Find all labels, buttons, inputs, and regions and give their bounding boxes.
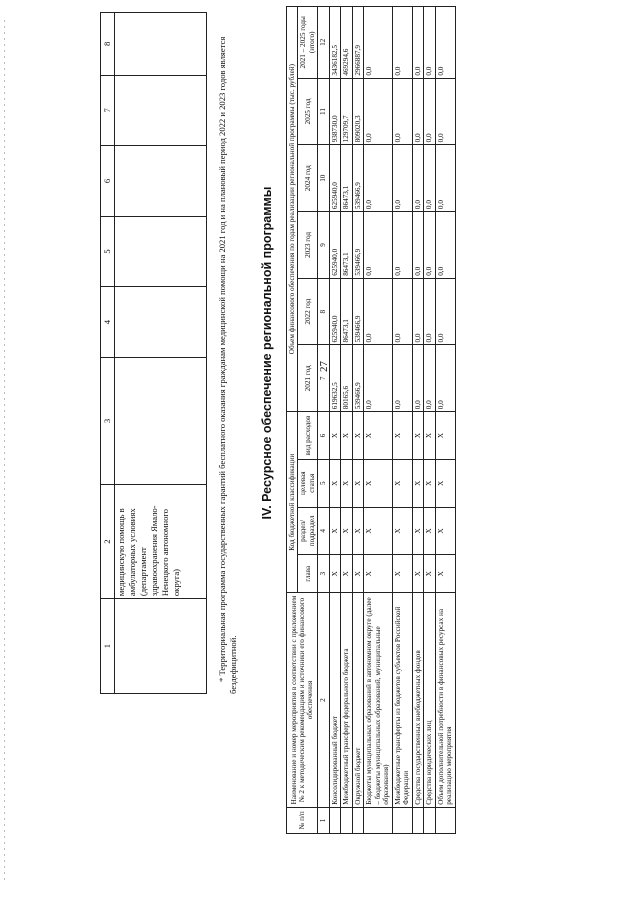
table-cell: Объем дополнительной потребности в финансовых ресурсах на реализацию мероприятия — [435, 593, 455, 807]
table-cell: Х — [435, 507, 455, 555]
index-cell: 10 — [318, 145, 329, 212]
subheader-code-cell: вид расходов — [298, 412, 318, 460]
table-row — [392, 7, 412, 834]
previous-table-header-row — [101, 13, 115, 694]
subheader-code-cell: раздел/ подраздел — [298, 507, 318, 555]
table-cell: Окружной бюджет — [352, 593, 363, 807]
index-cell: 7 — [318, 345, 329, 412]
previous-table-cell — [115, 146, 207, 217]
previous-table-cell — [115, 75, 207, 146]
table-cell: 0,0 — [435, 212, 455, 279]
table-cell: 0,0 — [424, 78, 435, 145]
table-cell: 0,0 — [392, 7, 412, 79]
table-cell: 539466,9 — [352, 345, 363, 412]
table-cell: Х — [341, 507, 352, 555]
table-cell: Х — [435, 412, 455, 460]
table-cell: Х — [424, 555, 435, 593]
table-cell: Х — [412, 459, 423, 507]
table-cell: 539466,9 — [352, 278, 363, 345]
index-cell: 4 — [318, 507, 329, 555]
table-cell: Х — [392, 459, 412, 507]
previous-table-cell — [115, 287, 207, 358]
index-cell: 5 — [318, 459, 329, 507]
table-cell: 0,0 — [412, 278, 423, 345]
table-cell: Средства юридических лиц — [424, 593, 435, 807]
index-cell: 2 — [318, 593, 329, 807]
table-cell — [392, 807, 412, 833]
header-num: № п/п — [287, 807, 318, 833]
table-cell: Х — [412, 555, 423, 593]
table-cell: Х — [341, 555, 352, 593]
index-cell: 12 — [318, 7, 329, 79]
table-cell: 0,0 — [412, 7, 423, 79]
table-cell: 0,0 — [424, 278, 435, 345]
table-cell: Х — [329, 507, 340, 555]
table-cell: 129709,7 — [341, 78, 352, 145]
table-row — [435, 7, 455, 834]
index-cell: 3 — [318, 555, 329, 593]
table-cell: 2966887,9 — [352, 7, 363, 79]
table-cell: 938730,0 — [329, 78, 340, 145]
rotated-page-content — [100, 16, 620, 862]
table-cell: 0,0 — [412, 145, 423, 212]
table-cell: Х — [392, 412, 412, 460]
previous-table-header-cell: 8 — [101, 13, 115, 76]
table-cell: Х — [329, 459, 340, 507]
table-cell: Х — [329, 412, 340, 460]
previous-table-header-cell: 3 — [101, 357, 115, 484]
table-cell: 3436182,5 — [329, 7, 340, 79]
previous-table-cell — [115, 357, 207, 484]
index-cell: 8 — [318, 278, 329, 345]
index-cell: 1 — [318, 807, 329, 833]
table-cell: 0,0 — [364, 212, 392, 279]
table-cell: Х — [392, 507, 412, 555]
subheader-year-cell: 2023 год — [298, 212, 318, 279]
table-cell — [364, 807, 392, 833]
table-cell: Х — [435, 555, 455, 593]
previous-table-header-cell: 2 — [101, 485, 115, 599]
table-cell: Х — [412, 412, 423, 460]
table-cell — [435, 807, 455, 833]
table-cell: 625940,0 — [329, 278, 340, 345]
table-cell: 0,0 — [412, 78, 423, 145]
table-cell: Х — [341, 412, 352, 460]
scan-edge-dots — [4, 20, 5, 880]
table-cell: 86473,1 — [341, 212, 352, 279]
previous-table-cell — [115, 599, 207, 694]
table-cell: Х — [364, 459, 392, 507]
header-code: Код бюджетной классификации — [287, 412, 298, 593]
table-cell — [412, 807, 423, 833]
table-cell: 469294,6 — [341, 7, 352, 79]
resource-table — [286, 6, 456, 834]
footnote: * Территориальная программа государственных гарантий бесплатного оказания гражданам медицинской помощи на 2021 год и на плановый период 2022 и 2023 годов является бездефицитной. — [217, 36, 239, 694]
table-cell: Х — [352, 459, 363, 507]
table-cell: 0,0 — [392, 145, 412, 212]
table-cell: 0,0 — [424, 345, 435, 412]
table-cell: Х — [364, 555, 392, 593]
table-cell: Х — [352, 412, 363, 460]
table-cell — [341, 807, 352, 833]
table-cell: Х — [435, 459, 455, 507]
table-cell: 0,0 — [364, 7, 392, 79]
table-cell: Х — [412, 507, 423, 555]
table-cell: Х — [352, 555, 363, 593]
table-cell: 809020,3 — [352, 78, 363, 145]
table-row — [329, 7, 340, 834]
table-cell — [424, 807, 435, 833]
header-name: Наименование и номер мероприятия в соответствии с приложением № 2 к методическим рекомендациям и источники его финансового обеспечения — [287, 593, 318, 807]
table-cell: Х — [424, 412, 435, 460]
table-cell: 0,0 — [424, 212, 435, 279]
previous-table-header-cell: 5 — [101, 216, 115, 287]
table-cell: 0,0 — [412, 212, 423, 279]
table-cell: 0,0 — [435, 345, 455, 412]
subheader-year-cell: 2025 год — [298, 78, 318, 145]
table-cell: 0,0 — [364, 78, 392, 145]
table-cell: 0,0 — [435, 145, 455, 212]
table-cell: Х — [392, 555, 412, 593]
previous-table-header-cell: 4 — [101, 287, 115, 358]
previous-table-header-cell: 1 — [101, 599, 115, 694]
table-cell: 0,0 — [392, 78, 412, 145]
previous-table-header-cell: 7 — [101, 75, 115, 146]
table-cell: 0,0 — [424, 145, 435, 212]
table-cell: 0,0 — [392, 212, 412, 279]
subheader-year-cell: 2021 год — [298, 345, 318, 412]
index-cell: 9 — [318, 212, 329, 279]
table-cell: Консолидированный бюджет — [329, 593, 340, 807]
table-cell: Х — [352, 507, 363, 555]
table-cell: 0,0 — [435, 7, 455, 79]
table-cell: 0,0 — [392, 345, 412, 412]
table-cell: Межбюджетный трансферт федерального бюджета — [341, 593, 352, 807]
subheader-year-cell: 2021 – 2025 годы (итого) — [298, 7, 318, 79]
table-cell: 0,0 — [392, 278, 412, 345]
table-cell: 0,0 — [364, 345, 392, 412]
page-number: 27 — [318, 361, 330, 372]
index-cell: 11 — [318, 78, 329, 145]
previous-table-cell: медицинскую помощь в амбулаторных условиях (департамент здравоохранения Ямало-Ненецкого автономного округа) — [115, 485, 207, 599]
table-row — [424, 7, 435, 834]
table-cell: 539466,9 — [352, 212, 363, 279]
table-cell: 86473,1 — [341, 278, 352, 345]
table-cell: 0,0 — [364, 145, 392, 212]
table-cell — [352, 807, 363, 833]
table-cell: 0,0 — [435, 78, 455, 145]
table-cell: 80165,6 — [341, 345, 352, 412]
table-cell: 539466,9 — [352, 145, 363, 212]
previous-table-cell — [115, 216, 207, 287]
table-cell: 619632,5 — [329, 345, 340, 412]
index-cell: 6 — [318, 412, 329, 460]
table-cell: 0,0 — [424, 7, 435, 79]
previous-table-cell — [115, 13, 207, 76]
table-cell: Х — [329, 555, 340, 593]
previous-table-fragment — [100, 12, 207, 694]
table-cell: Х — [424, 507, 435, 555]
table-cell: 0,0 — [435, 278, 455, 345]
header-volume: Объем финансового обеспечения по годам реализации региональной программы (тыс. рублей) — [287, 7, 298, 412]
table-row — [341, 7, 352, 834]
subheader-year-cell: 2022 год — [298, 278, 318, 345]
section-title: IV. Ресурсное обеспечение региональной программы — [260, 186, 274, 520]
table-index-row — [318, 7, 329, 834]
table-cell — [329, 807, 340, 833]
table-row — [352, 7, 363, 834]
table-cell: Бюджеты муниципальных образований в автономном округе (далее – бюджеты муниципальных образований, муниципальные образования) — [364, 593, 392, 807]
table-row — [412, 7, 423, 834]
table-cell: 0,0 — [412, 345, 423, 412]
table-header-row — [287, 7, 298, 834]
table-row — [364, 7, 392, 834]
table-cell: Х — [364, 507, 392, 555]
subheader-year-cell: 2024 год — [298, 145, 318, 212]
previous-table-row — [115, 13, 207, 694]
table-cell: 625940,0 — [329, 212, 340, 279]
subheader-code-cell: целевая статья — [298, 459, 318, 507]
table-cell: Х — [424, 459, 435, 507]
previous-table-header-cell: 6 — [101, 146, 115, 217]
subheader-code-cell: глава — [298, 555, 318, 593]
table-cell: Межбюджетные трансферты из бюджетов субъектов Российской Федерации — [392, 593, 412, 807]
table-cell: Х — [341, 459, 352, 507]
table-cell: Х — [364, 412, 392, 460]
table-cell: 86473,1 — [341, 145, 352, 212]
table-cell: 625940,0 — [329, 145, 340, 212]
table-cell: Средства государственных внебюджетных фондов — [412, 593, 423, 807]
table-cell: 0,0 — [364, 278, 392, 345]
